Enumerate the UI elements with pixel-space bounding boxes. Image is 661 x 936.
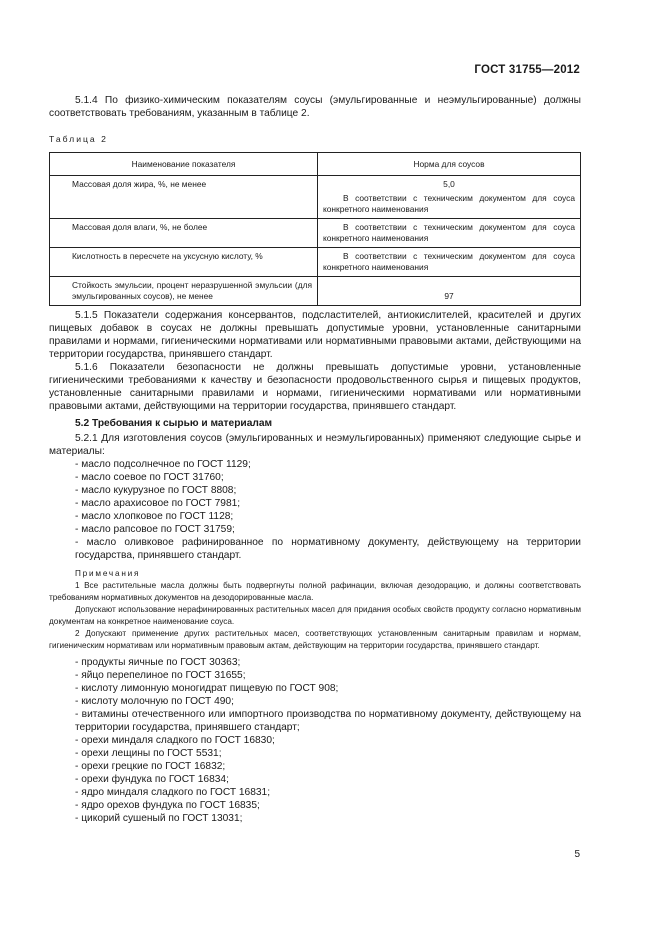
norm-cell <box>318 248 581 277</box>
raw-materials-list-continued <box>49 656 581 825</box>
note-item: 2 Допускают применение других растительных масел, соответствующих установленным санитарным правилам и нормам, гигиеническим нормативам или нормативным правовым актам, действующим на территории государства, принявшего стандарт. <box>49 629 581 650</box>
paragraph-5-2-1: 5.2.1 Для изготовления соусов (эмульгированных и неэмульгированных) применяют следующие сырье и материалы: <box>49 433 581 457</box>
list-item: - орехи фундука по ГОСТ 16834; <box>75 774 229 785</box>
list-item: - масло хлопковое по ГОСТ 1128; <box>75 511 234 522</box>
norm-note: В соответствии с техническим документом для соуса конкретного наименования <box>323 222 575 243</box>
list-item: - орехи миндаля сладкого по ГОСТ 16830; <box>75 735 275 746</box>
page-content <box>49 94 581 825</box>
list-item: - масло подсолнечное по ГОСТ 1129; <box>75 459 251 470</box>
paragraph-5-1-6: 5.1.6 Показатели безопасности не должны превышать допустимые уровни, установленные гигиеническими требованиями к качеству и безопасности продовольственного сырья и пищевых продуктов, установленные санитарными правилами и нормами, гигиеническими нормативами или нормативными правовыми актами, действующими на территории государства, принявшего стандарт. <box>49 362 581 412</box>
list-item: - витамины отечественного или импортного производства по нормативному документу, действующему на территории государства, принявшего стандарт; <box>75 709 581 733</box>
list-item: - масло рапсовое по ГОСТ 31759; <box>75 524 235 535</box>
list-item: - цикорий сушеный по ГОСТ 13031; <box>75 813 243 824</box>
table-row <box>50 277 581 306</box>
norm-note: В соответствии с техническим документом для соуса конкретного наименования <box>323 193 575 214</box>
column-header-indicator: Наименование показателя <box>50 153 318 176</box>
table-caption: Таблица 2 <box>49 134 108 144</box>
note-item: Допускают использование нерафинированных растительных масел для придания особых свойств продукту согласно нормативным документам на конкретное наименование соуса. <box>49 605 581 626</box>
list-item: - ядро орехов фундука по ГОСТ 16835; <box>75 800 260 811</box>
norm-cell <box>318 219 581 248</box>
notes-block <box>49 568 581 652</box>
norm-cell <box>318 277 581 306</box>
list-item: - орехи грецкие по ГОСТ 16832; <box>75 761 226 772</box>
list-item: - орехи лещины по ГОСТ 5531; <box>75 748 222 759</box>
table-header-row <box>50 153 581 176</box>
list-item: - масло оливковое рафинированное по нормативному документу, действующему на территории государства, принявшего стандарт. <box>75 537 581 561</box>
list-item: - кислоту лимонную моногидрат пищевую по ГОСТ 908; <box>75 683 339 694</box>
column-header-norm: Норма для соусов <box>318 153 581 176</box>
table-row <box>50 219 581 248</box>
list-item: - ядро миндаля сладкого по ГОСТ 16831; <box>75 787 271 798</box>
requirements-table <box>49 152 581 306</box>
table-row <box>50 248 581 277</box>
raw-materials-list <box>49 458 581 562</box>
paragraph-5-1-5: 5.1.5 Показатели содержания консервантов, подсластителей, антиокислителей, красителей и других пищевых добавок в соусах не должны превышать допустимые уровни, установленные санитарными правилами и нормами, гигиеническими нормативами или нормативными правовыми актами, действующими на территории государства, принявшего стандарт. <box>49 310 581 360</box>
list-item: - масло арахисовое по ГОСТ 7981; <box>75 498 241 509</box>
section-title: 5.2 Требования к сырью и материалам <box>75 418 273 429</box>
indicator-name: Массовая доля влаги, %, не более <box>50 219 318 248</box>
table-row <box>50 176 581 219</box>
list-item: - продукты яичные по ГОСТ 30363; <box>75 657 241 668</box>
list-item: - масло кукурузное по ГОСТ 8808; <box>75 485 237 496</box>
indicator-name: Массовая доля жира, %, не менее <box>50 176 318 219</box>
indicator-name: Кислотность в пересчете на уксусную кислоту, % <box>50 248 318 277</box>
document-code: ГОСТ 31755—2012 <box>474 64 580 76</box>
norm-cell <box>318 176 581 219</box>
norm-value: 5,0 <box>443 179 455 189</box>
norm-value: 97 <box>444 291 454 301</box>
indicator-name: Стойкость эмульсии, процент неразрушенной эмульсии (для эмульгированных соусов), не менее <box>50 277 318 306</box>
notes-title: Примечания <box>75 569 141 578</box>
paragraph-5-1-4: 5.1.4 По физико-химическим показателям соусы (эмульгированные и неэмульгированные) должны соответствовать требованиям, указанным в таблице 2. <box>49 95 581 119</box>
norm-note: В соответствии с техническим документом для соуса конкретного наименования <box>323 251 575 272</box>
list-item: - масло соевое по ГОСТ 31760; <box>75 472 224 483</box>
list-item: - яйцо перепелиное по ГОСТ 31655; <box>75 670 246 681</box>
note-item: 1 Все растительные масла должны быть подвергнуты полной рафинации, включая дезодорацию, и должны соответствовать требованиям нормативных документов на дезодорированные масла. <box>49 581 581 602</box>
page-number: 5 <box>574 849 580 860</box>
list-item: - кислоту молочную по ГОСТ 490; <box>75 696 234 707</box>
